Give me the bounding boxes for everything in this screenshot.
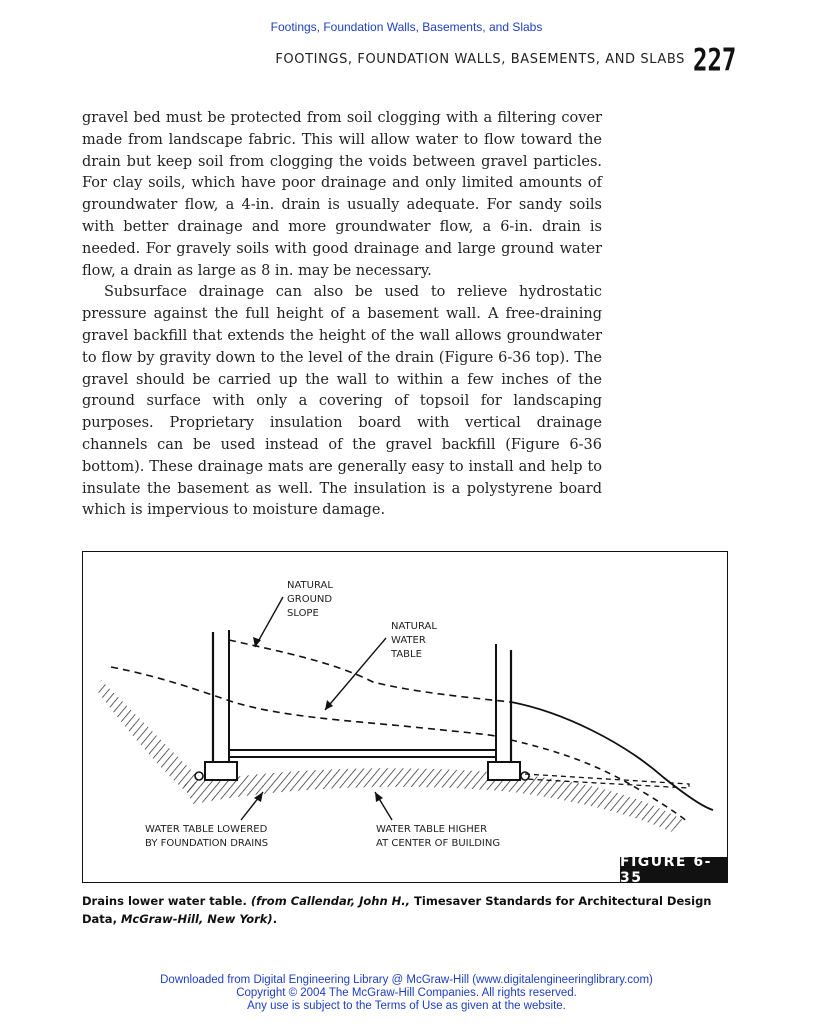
footer-copyright: Copyright © 2004 The McGraw-Hill Companies. All rights reserved.	[236, 987, 577, 999]
figure-caption	[82, 892, 732, 928]
natural-water-table	[111, 667, 496, 736]
right-footing	[488, 762, 520, 780]
top-link[interactable]: Footings, Foundation Walls, Basements, and Slabs	[270, 20, 543, 34]
caption-publisher: McGraw-Hill, New York)	[120, 912, 273, 926]
label-natural-water-table: NATURAL WATER TABLE	[391, 621, 437, 660]
page-number: 227	[693, 41, 737, 79]
running-head: FOOTINGS, FOUNDATION WALLS, BASEMENTS, AND SLABS	[275, 52, 685, 67]
label-water-table-higher: WATER TABLE HIGHER AT CENTER OF BUILDING	[376, 824, 501, 849]
label-water-table-lowered: WATER TABLE LOWERED BY FOUNDATION DRAINS	[145, 824, 269, 849]
caption-source: (from Callendar, John H.,	[250, 894, 411, 908]
caption-end: .	[272, 912, 278, 926]
ground-slope-dashed	[229, 640, 511, 702]
footer	[0, 974, 813, 1013]
body-text	[82, 108, 602, 522]
caption-title: Timesaver Standards for Architectural Design Data,	[82, 894, 712, 926]
footer-download-link[interactable]: Downloaded from Digital Engineering Library @ McGraw-Hill (www.digitalengineeringlibrary.com)	[160, 974, 653, 986]
caption-lead: Drains lower water table.	[82, 894, 247, 908]
left-footing	[205, 762, 237, 780]
water-table-leader	[325, 638, 386, 710]
left-soil-hatch	[98, 680, 201, 796]
paragraph-1: gravel bed must be protected from soil clogging with a filtering cover made from landscape fabric. This will allow water to flow toward the drain but keep soil from clogging the voids between gravel particles. For clay soils, which have poor drainage and only limited amounts of groundwater flow, a 4-in. drain is usually adequate. For sandy soils with better drainage and more groundwater flow, a 6-in. drain is needed. For gravely soils with good drainage and large ground water flow, a drain as large as 8 in. may be necessary.	[82, 110, 602, 279]
footer-terms[interactable]: Any use is subject to the Terms of Use as given at the website.	[247, 1000, 566, 1012]
figure-6-35	[82, 551, 728, 886]
label-natural-ground-slope: NATURAL GROUND SLOPE	[287, 580, 333, 619]
figure-label: FIGURE 6-35	[620, 857, 727, 882]
paragraph-2: Subsurface drainage can also be used to relieve hydrostatic pressure against the full height of a basement wall. A free-draining gravel backfill that extends the height of the wall allows groundwater to flow by gravity down to the level of the drain (Figure 6-36 top). The gravel should be carried up the wall to within a few inches of the ground surface with only a covering of topsoil for landscaping purposes. Proprietary insulation board with vertical drainage channels can be used instead of the gravel backfill (Figure 6-36 bottom). These drainage mats are generally easy to install and help to insulate the basement as well. The insulation is a polystyrene board which is impervious to moisture damage.	[82, 284, 602, 519]
right-drain	[521, 772, 529, 780]
left-drain	[195, 772, 203, 780]
